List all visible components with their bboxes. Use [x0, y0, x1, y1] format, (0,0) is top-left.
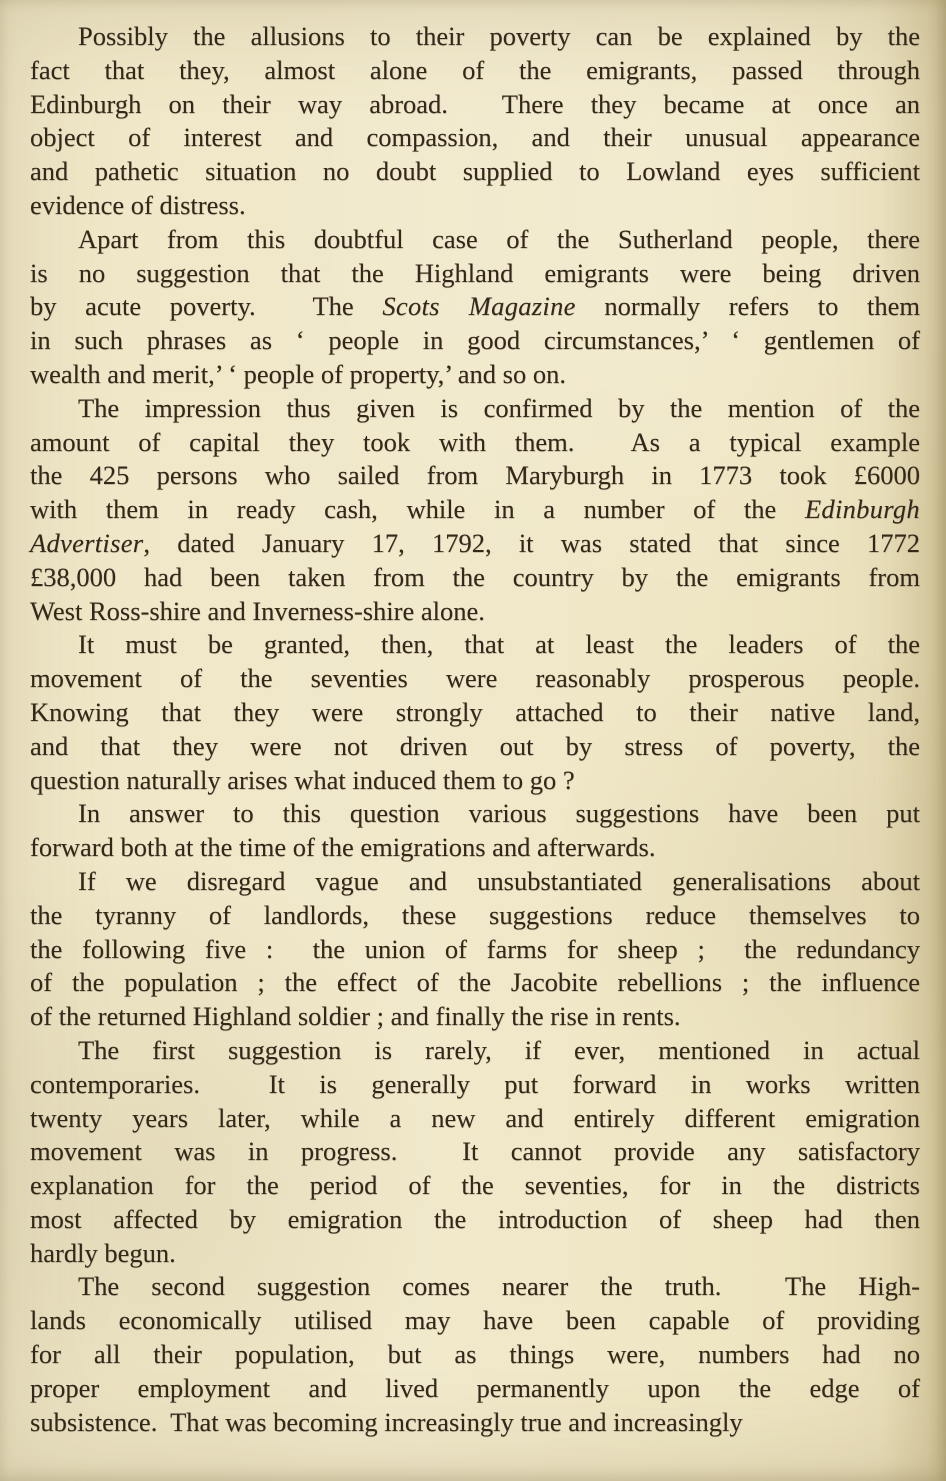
text-line — [30, 865, 920, 899]
italic-text: Advertiser — [30, 527, 144, 558]
text-line — [30, 966, 920, 1000]
text-segment: Possibly the allusions to their poverty can be explained by the — [78, 21, 920, 51]
text-segment: is no suggestion that the Highland emigrants were being driven — [30, 257, 920, 288]
paragraph — [30, 223, 920, 392]
text-segment: lands economically utilised may have been capable of providing — [30, 1305, 920, 1336]
paragraph — [30, 628, 920, 797]
text-segment: most affected by emigration the introduction of sheep had then — [30, 1203, 920, 1234]
text-line — [30, 392, 920, 426]
text-segment: Edinburgh on their way abroad. There they became at once an — [30, 88, 920, 119]
text-segment: The second suggestion comes nearer the truth. The High- — [78, 1271, 920, 1302]
text-line — [30, 1237, 920, 1271]
paragraph — [30, 20, 920, 223]
text-segment: In answer to this question various suggestions have been put — [78, 798, 920, 829]
text-line — [30, 155, 920, 189]
paragraph — [30, 865, 920, 1034]
text-segment: fact that they, almost alone of the emigrants, passed through — [30, 54, 920, 85]
text-line — [30, 628, 920, 662]
paragraph — [30, 797, 920, 865]
text-line — [30, 764, 920, 798]
text-line — [30, 662, 920, 696]
text-segment: Knowing that they were strongly attached to their native land, — [30, 696, 920, 727]
text-line — [30, 121, 920, 155]
text-line — [30, 257, 920, 291]
text-line — [30, 493, 920, 527]
text-line — [30, 933, 920, 967]
text-line — [30, 696, 920, 730]
text-line — [30, 730, 920, 764]
text-segment: for all their population, but as things were, numbers had no — [30, 1339, 920, 1370]
text-line — [30, 1034, 920, 1068]
text-segment: object of interest and compassion, and their unusual appearance — [30, 122, 920, 153]
text-line — [30, 1203, 920, 1237]
text-line — [30, 1372, 920, 1406]
text-line — [30, 561, 920, 595]
text-segment: wealth and merit,’ ‘ people of property,’ and so on. — [30, 358, 566, 389]
text-segment: contemporaries. It is generally put forward in works written — [30, 1068, 920, 1099]
text-segment: forward both at the time of the emigrations and afterwards. — [30, 832, 656, 863]
text-line — [30, 223, 920, 257]
text-segment: , dated January 17, 1792, it was stated that since 1772 — [143, 527, 920, 558]
text-segment: in such phrases as ‘ people in good circumstances,’ ‘ gentlemen of — [30, 325, 920, 356]
text-segment: movement of the seventies were reasonably prosperous people. — [30, 663, 920, 694]
text-line — [30, 595, 920, 629]
text-line — [30, 1406, 920, 1440]
text-segment: £38,000 had been taken from the country by the emigrants from — [30, 561, 920, 592]
text-segment: If we disregard vague and unsubstantiated generalisations about — [78, 865, 920, 896]
text-segment: The first suggestion is rarely, if ever, mentioned in actual — [78, 1034, 920, 1065]
text-line — [30, 290, 920, 324]
text-segment: the following five : the union of farms for sheep ; the redundancy — [30, 933, 920, 964]
text-line — [30, 189, 920, 223]
text-line — [30, 899, 920, 933]
text-line — [30, 324, 920, 358]
text-line — [30, 831, 920, 865]
text-segment: Apart from this doubtful case of the Sutherland people, there — [78, 223, 920, 254]
text-line — [30, 88, 920, 122]
text-line — [30, 1135, 920, 1169]
text-segment: of the population ; the effect of the Jacobite rebellions ; the influence — [30, 967, 920, 998]
text-line — [30, 797, 920, 831]
text-segment: question naturally arises what induced them to go ? — [30, 764, 575, 795]
text-line — [30, 54, 920, 88]
text-line — [30, 1000, 920, 1034]
text-line — [30, 358, 920, 392]
paragraph — [30, 1034, 920, 1271]
text-line — [30, 1102, 920, 1136]
text-line — [30, 1068, 920, 1102]
text-line — [30, 1304, 920, 1338]
text-segment: and that they were not driven out by stress of poverty, the — [30, 730, 920, 761]
text-segment: and pathetic situation no doubt supplied to Lowland eyes sufficient — [30, 156, 920, 187]
text-line — [30, 426, 920, 460]
paragraph — [30, 1270, 920, 1439]
text-segment: the 425 persons who sailed from Maryburgh in 1773 took £6000 — [30, 460, 920, 491]
text-segment: twenty years later, while a new and entirely different emigration — [30, 1102, 920, 1133]
text-segment: by acute poverty. The — [30, 291, 383, 322]
text-segment: evidence of distress. — [30, 189, 246, 220]
text-line — [30, 1338, 920, 1372]
paragraph — [30, 392, 920, 629]
page-text — [0, 20, 946, 1439]
text-segment: explanation for the period of the seventies, for in the districts — [30, 1170, 920, 1201]
text-segment: of the returned Highland soldier ; and finally the rise in rents. — [30, 1001, 681, 1032]
text-segment: West Ross-shire and Inverness-shire alone. — [30, 595, 485, 626]
text-segment: normally refers to them — [575, 291, 920, 322]
text-line — [30, 1169, 920, 1203]
text-line — [30, 20, 920, 54]
text-segment: It must be granted, then, that at least the leaders of the — [78, 629, 920, 660]
text-segment: amount of capital they took with them. As a typical example — [30, 426, 920, 457]
text-segment: the tyranny of landlords, these suggestions reduce themselves to — [30, 899, 920, 930]
text-segment: hardly begun. — [30, 1237, 176, 1268]
italic-text: Scots Magazine — [382, 291, 576, 322]
text-segment: The impression thus given is confirmed by the mention of the — [78, 392, 920, 423]
text-line — [30, 459, 920, 493]
italic-text: Edinburgh — [804, 494, 920, 525]
text-line — [30, 527, 920, 561]
text-segment: with them in ready cash, while in a number of the — [30, 494, 805, 525]
text-segment: proper employment and lived permanently upon the edge of — [30, 1372, 920, 1403]
text-line — [30, 1270, 920, 1304]
text-segment: subsistence. That was becoming increasingly true and increasingly — [30, 1406, 743, 1437]
text-segment: movement was in progress. It cannot provide any satisfactory — [30, 1136, 920, 1167]
